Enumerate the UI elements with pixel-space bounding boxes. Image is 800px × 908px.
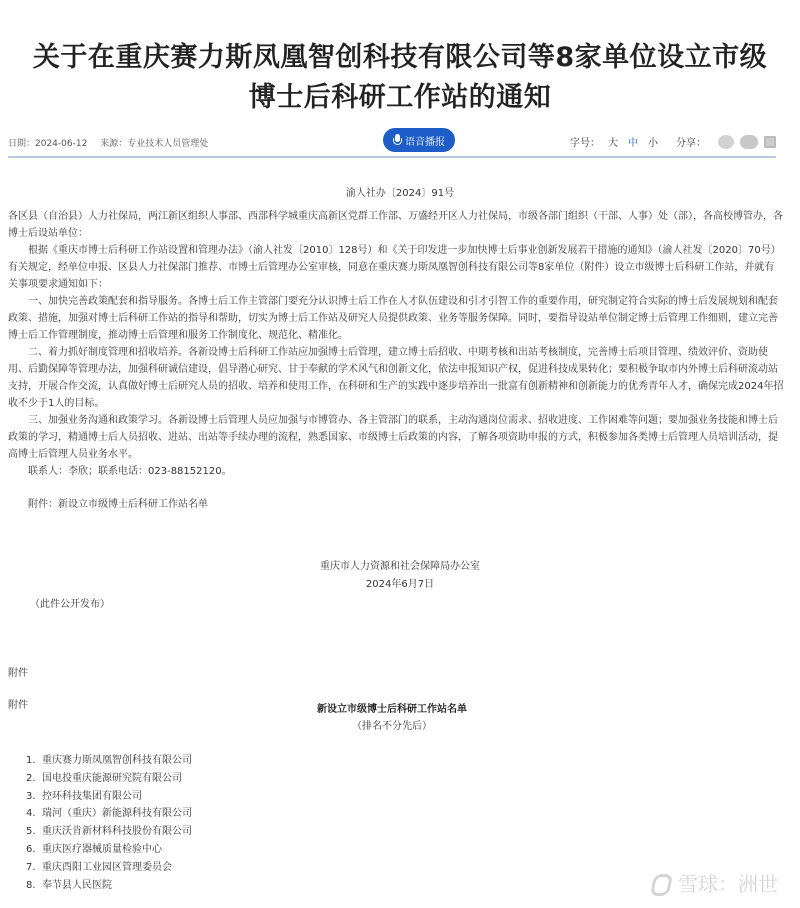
meta-info [8, 136, 218, 149]
font-size-large[interactable]: 大 [608, 138, 618, 149]
list-item: 5. 重庆沃肯新材料科技股份有限公司 [26, 826, 192, 838]
article-title-line2: 博士后科研工作站的通知 [248, 82, 552, 113]
microphone-icon [393, 134, 402, 146]
meta-tools [570, 134, 776, 149]
signature-block [0, 558, 800, 594]
weibo-share-icon[interactable] [718, 135, 734, 149]
annex-heading: 附件 [8, 668, 28, 679]
annex-list-title: 新设立市级博士后科研工作站名单 [317, 704, 467, 715]
annex-list [26, 752, 192, 894]
list-item: 7. 重庆酉阳工业园区管理委员会 [26, 861, 172, 873]
article-title-line1: 关于在重庆赛力斯凤凰智创科技有限公司等8家单位设立市级 [32, 42, 768, 73]
font-size-small[interactable]: 小 [648, 138, 658, 149]
item-1-paragraph: 一、加快完善政策配套和指导服务。各博士后工作主管部门要充分认识博士后工作在人才队伍建设和引才引智工作的重要作用，研究制定符合实际的博士后发展规划和配套政策、措施，加强对博士后科研工作站的指导和帮助，切实为博士后工作站及研究人员提供政策、业务等服务保障。同时，要指导设站单位制定博士后管理工作细则，建立完善博士后工作管理制度，推动博士后管理和服务工作制度化、规范化、精准化。 [8, 296, 778, 341]
article-body [8, 208, 784, 513]
list-item: 1. 重庆赛力斯凤凰智创科技有限公司 [26, 755, 192, 766]
public-note: （此件公开发布） [30, 599, 110, 610]
article-title [0, 38, 800, 118]
signature-date: 2024年6月7日 [365, 579, 435, 590]
audio-play-label: 语音播报 [405, 136, 445, 148]
list-item: 4. 瑞河（重庆）新能源科技有限公司 [26, 808, 192, 820]
audio-play-button[interactable] [383, 128, 455, 152]
list-item: 8. 奉节县人民医院 [26, 879, 112, 891]
annex-heading-secondary: 附件 [8, 700, 28, 711]
publish-source: 来源：专业技术人员管理处 [100, 139, 209, 149]
font-size-medium[interactable]: 中 [628, 138, 638, 149]
list-item: 6. 重庆医疗器械质量检验中心 [26, 843, 162, 855]
item-2-paragraph: 二、着力抓好制度管理和招收培养。各新设博士后科研工作站应加强博士后管理，建立博士后招收、中期考核和出站考核制度，完善博士后项目管理、绩效评价、资助使用、后勤保障等管理办法，加强科研诚信建设，倡导潜心研究、甘于奉献的学术风气和创新文化，依法申报知识产权，促进科技成果转化；要积极争取市内外博士后科研流动站支持，开展合作交流，认真做好博士后研究人员的招收、培养和使用工作，在科研和生产的实践中逐步培养出一批富有创新精神和创新能力的优秀青年人才，确保完成2024年招收不少于1人的目标。 [8, 347, 784, 409]
salutation: 各区县（自治县）人力社保局，两江新区组织人事部、西部科学城重庆高新区党群工作部、万盛经开区人力社保局，市级各部门组织（干部、人事）处（部），各高校博管办，各博士后设站单位： [8, 211, 783, 239]
font-size-label: 字号： [570, 138, 600, 149]
signature-org: 重庆市人力资源和社会保障局办公室 [320, 561, 480, 572]
wechat-share-icon[interactable] [740, 135, 758, 149]
item-3-paragraph: 三、加强业务沟通和政策学习。各新设博士后管理人员应加强与市博管办、各主管部门的联系，主动沟通岗位需求、招收进度、工作困难等问题；要加强业务技能和博士后政策的学习，精通博士后人员招收、进站、出站等手续办理的流程，熟悉国家、市级博士后政策的内容，了解各项资助申报的方式，积极参加各类博士后管理人员培训活动，提高博士后管理人员业务水平。 [8, 415, 778, 460]
contact-line: 联系人：李欣；联系电话：023-88152120。 [28, 466, 232, 477]
meta-bar [8, 128, 776, 158]
qrcode-share-icon[interactable] [764, 136, 776, 148]
document-number: 渝人社办〔2024〕91号 [345, 188, 455, 199]
xueqiu-logo-icon [650, 872, 672, 894]
share-label: 分享： [676, 138, 706, 149]
intro-paragraph: 根据《重庆市博士后科研工作站设置和管理办法》（渝人社发〔2010〕128号）和《关于印发进一步加快博士后事业创新发展若干措施的通知》（渝人社发〔2020〕70号）有关规定，经单位申报、区县人力社保部门推荐、市博士后管理办公室审核，同意在重庆赛力斯凤凰智创科技有限公司等8家单位（附件）设立市级博士后科研工作站，并就有关事项要求通知如下： [8, 245, 781, 290]
publish-date: 日期：2024-06-12 [8, 139, 88, 149]
list-item: 2. 国电投重庆能源研究院有限公司 [26, 772, 182, 784]
annex-list-subtitle: （排名不分先后） [352, 721, 432, 732]
list-item: 3. 控环科技集团有限公司 [26, 790, 142, 802]
watermark [650, 868, 778, 897]
watermark-text: 雪球：洲世 [678, 872, 778, 896]
attachment-line: 附件：新设立市级博士后科研工作站名单 [28, 499, 208, 510]
